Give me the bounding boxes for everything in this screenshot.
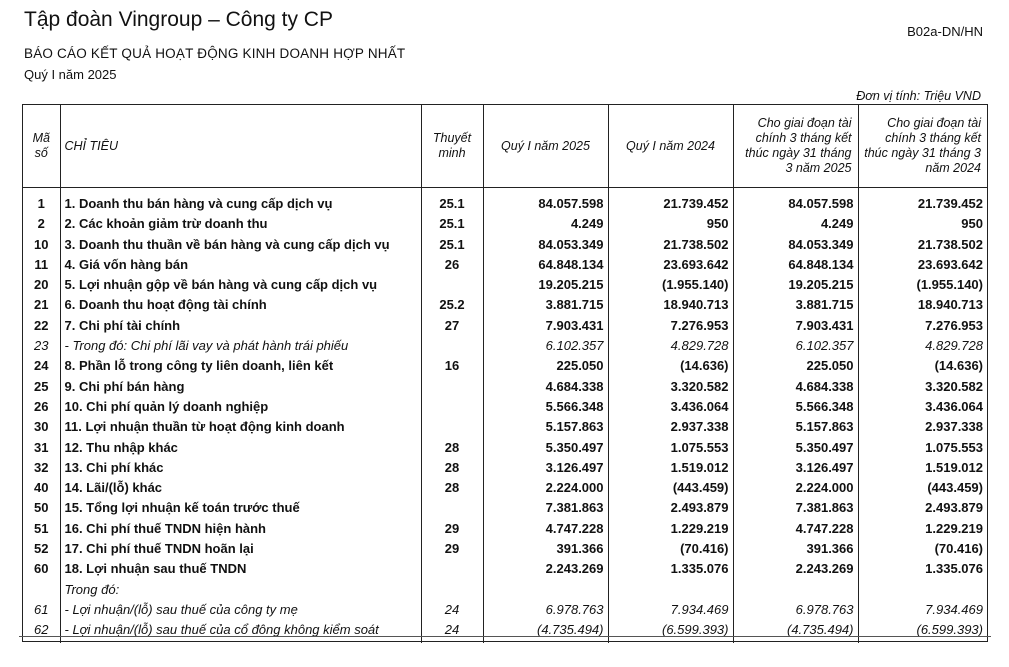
report-title: BÁO CÁO KẾT QUẢ HOẠT ĐỘNG KINH DOANH HỢP NHẤT bbox=[24, 46, 406, 61]
row-value-q1-2024: 21.739.452 bbox=[608, 196, 733, 216]
row-note: 28 bbox=[421, 460, 483, 480]
report-body bbox=[23, 188, 987, 643]
row-item-name: 2. Các khoản giảm trừ doanh thu bbox=[60, 216, 421, 236]
row-value-ytd-2025: 19.205.215 bbox=[733, 277, 858, 297]
row-value-q1-2024: 1.075.553 bbox=[608, 440, 733, 460]
row-value-ytd-2025: 2.243.269 bbox=[733, 561, 858, 581]
row-value-ytd-2025: 84.053.349 bbox=[733, 237, 858, 257]
row-code: 62 bbox=[34, 622, 49, 638]
table-row bbox=[23, 460, 987, 480]
col-header-ytd-2024: Cho giai đoạn tài chính 3 tháng kết thúc ngày 31 tháng 3 năm 2024 bbox=[858, 105, 987, 188]
row-value-ytd-2025: 225.050 bbox=[733, 358, 858, 378]
row-item-name: 15. Tổng lợi nhuận kế toán trước thuế bbox=[60, 500, 421, 520]
row-value-q1-2024: 18.940.713 bbox=[608, 297, 733, 317]
row-code: 20 bbox=[34, 277, 49, 293]
row-note: 28 bbox=[421, 440, 483, 460]
row-value-ytd-2024: (1.955.140) bbox=[858, 277, 987, 297]
col-header-q1-2025: Quý I năm 2025 bbox=[483, 105, 608, 188]
row-value-q1-2025: 84.053.349 bbox=[483, 237, 608, 257]
row-note bbox=[421, 338, 483, 358]
row-value-q1-2025: 3.126.497 bbox=[483, 460, 608, 480]
row-item-name: - Lợi nhuận/(lỗ) sau thuế của cổ đông không kiểm soát bbox=[60, 622, 421, 642]
row-value-q1-2025: 5.157.863 bbox=[483, 419, 608, 439]
row-code: 31 bbox=[34, 439, 49, 455]
row-value-q1-2025: 64.848.134 bbox=[483, 257, 608, 277]
row-value-q1-2025 bbox=[483, 582, 608, 602]
row-value-q1-2025: 5.566.348 bbox=[483, 399, 608, 419]
col-header-item: CHỈ TIÊU bbox=[60, 105, 421, 188]
row-value-ytd-2024: 21.738.502 bbox=[858, 237, 987, 257]
row-value-ytd-2025: 4.249 bbox=[733, 216, 858, 236]
row-value-q1-2024: 21.738.502 bbox=[608, 237, 733, 257]
row-value-ytd-2024: 18.940.713 bbox=[858, 297, 987, 317]
row-value-ytd-2024: 4.829.728 bbox=[858, 338, 987, 358]
row-value-ytd-2025: 4.747.228 bbox=[733, 521, 858, 541]
row-note: 28 bbox=[421, 480, 483, 500]
row-note: 29 bbox=[421, 521, 483, 541]
row-code: 50 bbox=[34, 500, 49, 516]
row-value-ytd-2024: 1.229.219 bbox=[858, 521, 987, 541]
row-item-name: 16. Chi phí thuế TNDN hiện hành bbox=[60, 521, 421, 541]
row-code: 24 bbox=[34, 358, 49, 374]
row-value-q1-2024: (6.599.393) bbox=[608, 622, 733, 642]
table-row bbox=[23, 338, 987, 358]
row-value-q1-2024: 4.829.728 bbox=[608, 338, 733, 358]
row-value-q1-2025: 7.903.431 bbox=[483, 318, 608, 338]
row-item-name: 18. Lợi nhuận sau thuế TNDN bbox=[60, 561, 421, 581]
row-note: 26 bbox=[421, 257, 483, 277]
table-row bbox=[23, 561, 987, 581]
row-item-name: Trong đó: bbox=[60, 582, 421, 602]
row-value-ytd-2025: 64.848.134 bbox=[733, 257, 858, 277]
row-code: 51 bbox=[34, 520, 49, 536]
table-row bbox=[23, 602, 987, 622]
row-value-q1-2025: 4.249 bbox=[483, 216, 608, 236]
row-note bbox=[421, 500, 483, 520]
col-header-q1-2024: Quý I năm 2024 bbox=[608, 105, 733, 188]
row-value-q1-2024: 7.276.953 bbox=[608, 318, 733, 338]
row-note: 16 bbox=[421, 358, 483, 378]
row-value-ytd-2024: 7.934.469 bbox=[858, 602, 987, 622]
row-value-ytd-2024: 2.493.879 bbox=[858, 500, 987, 520]
table-row bbox=[23, 622, 987, 642]
row-code: 2 bbox=[37, 216, 45, 232]
row-item-name: 14. Lãi/(lỗ) khác bbox=[60, 480, 421, 500]
row-value-q1-2024: 1.335.076 bbox=[608, 561, 733, 581]
row-code: 10 bbox=[34, 236, 49, 252]
row-value-ytd-2024: 23.693.642 bbox=[858, 257, 987, 277]
row-item-name: - Lợi nhuận/(lỗ) sau thuế của công ty mẹ bbox=[60, 602, 421, 622]
row-value-ytd-2025: 4.684.338 bbox=[733, 379, 858, 399]
row-value-ytd-2024: 1.335.076 bbox=[858, 561, 987, 581]
row-value-ytd-2024: 2.937.338 bbox=[858, 419, 987, 439]
row-value-ytd-2025 bbox=[733, 582, 858, 602]
row-note: 27 bbox=[421, 318, 483, 338]
row-item-name: 3. Doanh thu thuần về bán hàng và cung cấp dịch vụ bbox=[60, 237, 421, 257]
row-value-q1-2025: 7.381.863 bbox=[483, 500, 608, 520]
row-value-q1-2025: 4.684.338 bbox=[483, 379, 608, 399]
row-value-q1-2024: 3.436.064 bbox=[608, 399, 733, 419]
row-value-ytd-2025: 7.903.431 bbox=[733, 318, 858, 338]
row-value-q1-2024: 1.519.012 bbox=[608, 460, 733, 480]
row-note: 24 bbox=[421, 622, 483, 642]
row-note: 25.1 bbox=[421, 196, 483, 216]
row-value-q1-2025: 2.243.269 bbox=[483, 561, 608, 581]
row-value-ytd-2025: 3.126.497 bbox=[733, 460, 858, 480]
row-value-q1-2024 bbox=[608, 582, 733, 602]
row-code: 61 bbox=[34, 601, 49, 617]
row-value-q1-2025: 19.205.215 bbox=[483, 277, 608, 297]
row-value-ytd-2024: 21.739.452 bbox=[858, 196, 987, 216]
row-value-q1-2024: 2.493.879 bbox=[608, 500, 733, 520]
row-value-q1-2024: (1.955.140) bbox=[608, 277, 733, 297]
row-value-ytd-2025: 391.366 bbox=[733, 541, 858, 561]
table-row bbox=[23, 358, 987, 378]
row-value-ytd-2024: 1.519.012 bbox=[858, 460, 987, 480]
table-row bbox=[23, 582, 987, 602]
row-value-q1-2025: (4.735.494) bbox=[483, 622, 608, 642]
row-value-q1-2024: (443.459) bbox=[608, 480, 733, 500]
table-row bbox=[23, 216, 987, 236]
row-value-ytd-2024: 1.075.553 bbox=[858, 440, 987, 460]
row-value-ytd-2024: 950 bbox=[858, 216, 987, 236]
row-item-name: 13. Chi phí khác bbox=[60, 460, 421, 480]
row-code: 60 bbox=[34, 561, 49, 577]
row-value-q1-2025: 2.224.000 bbox=[483, 480, 608, 500]
row-code: 26 bbox=[34, 398, 49, 414]
row-code: 25 bbox=[34, 378, 49, 394]
table-row bbox=[23, 500, 987, 520]
row-item-name: 6. Doanh thu hoạt động tài chính bbox=[60, 297, 421, 317]
row-value-ytd-2024: (14.636) bbox=[858, 358, 987, 378]
table-row bbox=[23, 399, 987, 419]
row-item-name: 7. Chi phí tài chính bbox=[60, 318, 421, 338]
row-value-ytd-2024: 7.276.953 bbox=[858, 318, 987, 338]
form-code: B02a-DN/HN bbox=[907, 24, 983, 39]
row-note bbox=[421, 399, 483, 419]
table-row bbox=[23, 196, 987, 216]
row-note: 25.1 bbox=[421, 237, 483, 257]
row-item-name: 11. Lợi nhuận thuần từ hoạt động kinh doanh bbox=[60, 419, 421, 439]
table-row bbox=[23, 318, 987, 338]
currency-unit: Đơn vị tính: Triệu VND bbox=[856, 89, 981, 103]
header-row bbox=[23, 105, 987, 188]
row-code: 30 bbox=[34, 419, 49, 435]
row-value-ytd-2025: 3.881.715 bbox=[733, 297, 858, 317]
row-code: 1 bbox=[37, 196, 45, 211]
row-code bbox=[23, 582, 60, 602]
row-value-q1-2025: 6.978.763 bbox=[483, 602, 608, 622]
row-value-q1-2025: 225.050 bbox=[483, 358, 608, 378]
row-note bbox=[421, 582, 483, 602]
row-value-q1-2025: 4.747.228 bbox=[483, 521, 608, 541]
row-item-name: 10. Chi phí quản lý doanh nghiệp bbox=[60, 399, 421, 419]
row-value-ytd-2025: 6.978.763 bbox=[733, 602, 858, 622]
row-value-q1-2024: (70.416) bbox=[608, 541, 733, 561]
row-value-q1-2024: 2.937.338 bbox=[608, 419, 733, 439]
row-value-ytd-2024: (6.599.393) bbox=[858, 622, 987, 642]
row-value-q1-2025: 84.057.598 bbox=[483, 196, 608, 216]
row-value-q1-2024: 23.693.642 bbox=[608, 257, 733, 277]
row-code: 52 bbox=[34, 541, 49, 557]
table-row bbox=[23, 379, 987, 399]
table-row bbox=[23, 237, 987, 257]
row-note bbox=[421, 419, 483, 439]
row-value-ytd-2025: 2.224.000 bbox=[733, 480, 858, 500]
row-item-name: 5. Lợi nhuận gộp về bán hàng và cung cấp dịch vụ bbox=[60, 277, 421, 297]
row-note: 25.2 bbox=[421, 297, 483, 317]
row-value-q1-2024: 950 bbox=[608, 216, 733, 236]
row-value-ytd-2025: 5.157.863 bbox=[733, 419, 858, 439]
row-item-name: 12. Thu nhập khác bbox=[60, 440, 421, 460]
row-value-ytd-2025: 5.350.497 bbox=[733, 440, 858, 460]
row-value-ytd-2025: 6.102.357 bbox=[733, 338, 858, 358]
row-item-name: 9. Chi phí bán hàng bbox=[60, 379, 421, 399]
row-item-name: 8. Phần lỗ trong công ty liên doanh, liên kết bbox=[60, 358, 421, 378]
row-value-q1-2025: 391.366 bbox=[483, 541, 608, 561]
row-code: 22 bbox=[34, 317, 49, 333]
table-row bbox=[23, 419, 987, 439]
table-row bbox=[23, 277, 987, 297]
row-value-q1-2024: 1.229.219 bbox=[608, 521, 733, 541]
row-value-ytd-2025: 5.566.348 bbox=[733, 399, 858, 419]
row-value-ytd-2024 bbox=[858, 582, 987, 602]
row-code: 21 bbox=[34, 297, 49, 313]
row-value-ytd-2024: (443.459) bbox=[858, 480, 987, 500]
row-note: 29 bbox=[421, 541, 483, 561]
row-code: 40 bbox=[34, 480, 49, 496]
row-code: 32 bbox=[34, 459, 49, 475]
row-value-q1-2025: 3.881.715 bbox=[483, 297, 608, 317]
spacer-row bbox=[23, 188, 987, 197]
table-row bbox=[23, 440, 987, 460]
row-note: 25.1 bbox=[421, 216, 483, 236]
row-value-q1-2025: 6.102.357 bbox=[483, 338, 608, 358]
table-row bbox=[23, 521, 987, 541]
row-note bbox=[421, 561, 483, 581]
row-code: 11 bbox=[34, 256, 49, 272]
income-statement-table bbox=[23, 105, 987, 643]
company-name: Tập đoàn Vingroup – Công ty CP bbox=[24, 8, 333, 31]
col-header-note: Thuyết minh bbox=[421, 105, 483, 188]
table-row bbox=[23, 480, 987, 500]
col-header-code: Mã số bbox=[23, 105, 60, 188]
row-note bbox=[421, 277, 483, 297]
row-item-name: - Trong đó: Chi phí lãi vay và phát hành trái phiếu bbox=[60, 338, 421, 358]
row-value-ytd-2025: 7.381.863 bbox=[733, 500, 858, 520]
row-item-name: 1. Doanh thu bán hàng và cung cấp dịch vụ bbox=[60, 196, 421, 216]
table-row bbox=[23, 541, 987, 561]
row-value-q1-2024: 3.320.582 bbox=[608, 379, 733, 399]
row-item-name: 17. Chi phí thuế TNDN hoãn lại bbox=[60, 541, 421, 561]
col-header-ytd-2025: Cho giai đoạn tài chính 3 tháng kết thúc ngày 31 tháng 3 năm 2025 bbox=[733, 105, 858, 188]
row-value-ytd-2025: (4.735.494) bbox=[733, 622, 858, 642]
income-statement-frame bbox=[22, 104, 988, 642]
row-value-ytd-2024: 3.320.582 bbox=[858, 379, 987, 399]
row-code: 23 bbox=[34, 338, 49, 354]
row-item-name: 4. Giá vốn hàng bán bbox=[60, 257, 421, 277]
table-row bbox=[23, 257, 987, 277]
row-value-q1-2024: (14.636) bbox=[608, 358, 733, 378]
row-value-q1-2024: 7.934.469 bbox=[608, 602, 733, 622]
row-value-ytd-2025: 84.057.598 bbox=[733, 196, 858, 216]
table-row bbox=[23, 297, 987, 317]
row-value-q1-2025: 5.350.497 bbox=[483, 440, 608, 460]
row-value-ytd-2024: 3.436.064 bbox=[858, 399, 987, 419]
row-note: 24 bbox=[421, 602, 483, 622]
report-period: Quý I năm 2025 bbox=[24, 67, 117, 82]
row-note bbox=[421, 379, 483, 399]
row-value-ytd-2024: (70.416) bbox=[858, 541, 987, 561]
